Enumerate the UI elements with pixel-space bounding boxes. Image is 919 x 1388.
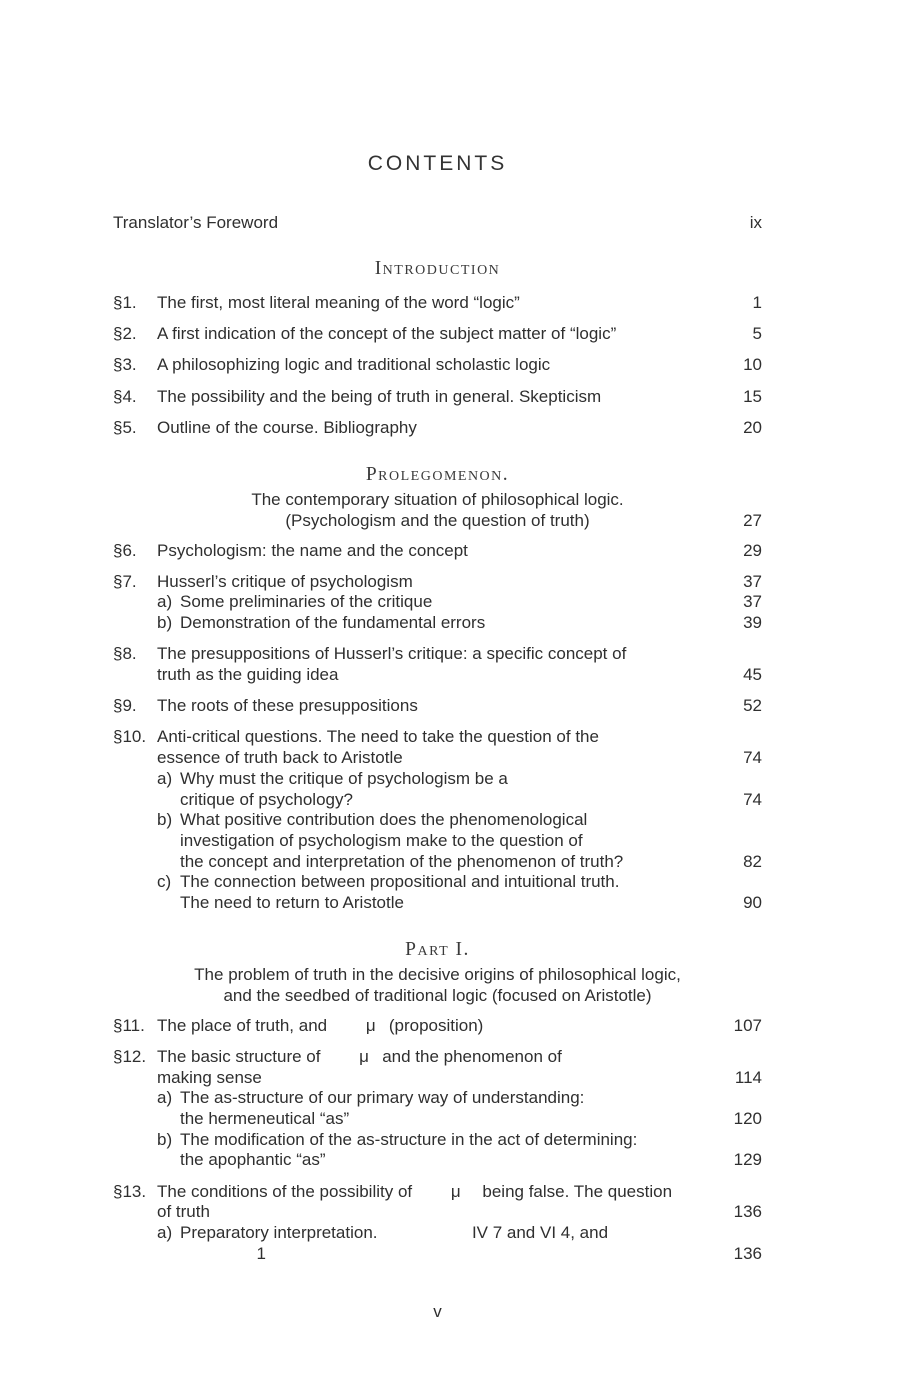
- entry-line-body: [157, 572, 716, 593]
- sub-item-marker: c): [157, 872, 172, 892]
- entry-line-body: [157, 644, 716, 665]
- entry-page: 114: [734, 1067, 762, 1087]
- entry-line-body: [157, 418, 716, 439]
- entry-line-body: [157, 893, 716, 914]
- entry-page: [716, 727, 762, 748]
- toc-entry-line: [113, 1047, 762, 1068]
- toc-entry-line: [113, 387, 762, 408]
- entry-page: 45: [743, 665, 762, 685]
- entry-text: A philosophizing logic and traditional scholastic logic: [157, 355, 551, 375]
- entry-text: essence of truth back to Aristotle: [157, 748, 403, 768]
- entry-page: 52: [743, 696, 762, 716]
- entry-page: [716, 1182, 762, 1203]
- entry-line-body: [157, 810, 716, 831]
- entry-label: [113, 1223, 157, 1244]
- sub-item-marker: [157, 893, 180, 914]
- entry-line-body: [157, 1130, 716, 1151]
- sub-item-marker: a): [157, 592, 173, 612]
- entry-text: The place of truth, and μ (proposition): [157, 1015, 484, 1035]
- toc-entry-line: [113, 1016, 762, 1037]
- entry-label: [113, 893, 157, 914]
- entry-page: [716, 644, 762, 665]
- subtitle-text: The problem of truth in the decisive origins of philosophical logic,: [194, 964, 681, 984]
- entry-line-body: [157, 1223, 716, 1244]
- entry-label: §9.: [113, 696, 137, 716]
- entry-page: 5: [752, 324, 762, 344]
- entry-page: 107: [733, 1015, 762, 1035]
- entry-line-body: [157, 613, 716, 634]
- entry-label: [113, 831, 157, 852]
- entry-page: [716, 831, 762, 852]
- entry-line-body: [157, 1068, 716, 1089]
- section-heading: Introduction: [374, 258, 501, 279]
- toc-entry: [113, 324, 762, 345]
- entry-text: investigation of psychologism make to the question of: [180, 830, 583, 850]
- entry-text: Preparatory interpretation. IV 7 and VI 4, and: [180, 1223, 609, 1243]
- entry-page: 37: [743, 592, 762, 612]
- entry-text: Outline of the course. Bibliography: [157, 417, 417, 437]
- entry-text: The need to return to Aristotle: [180, 893, 404, 913]
- toc-content: [113, 0, 762, 1265]
- toc-entry-line: [113, 355, 762, 376]
- sub-item-marker: a): [157, 768, 173, 788]
- entry-label: §12.: [113, 1046, 147, 1066]
- entry-label: [113, 592, 157, 613]
- entry-label: [113, 1088, 157, 1109]
- toc-entry-line: [113, 831, 762, 852]
- toc-group: [113, 463, 762, 914]
- entry-line-body: [157, 324, 716, 345]
- entry-line-body: [157, 1150, 716, 1171]
- entry-text: The modification of the as-structure in the act of determining:: [180, 1129, 638, 1149]
- entry-page: 10: [743, 355, 762, 375]
- entry-line-body: [157, 790, 716, 811]
- entry-page: 74: [743, 748, 762, 768]
- toc-entry-line: [113, 1088, 762, 1109]
- entry-page: 29: [743, 540, 762, 560]
- entry-label: [113, 613, 157, 634]
- sub-item-marker: a): [157, 1088, 173, 1108]
- toc-entries: [113, 541, 762, 914]
- subtitle-text: (Psychologism and the question of truth): [285, 511, 590, 531]
- entry-page: 136: [733, 1202, 762, 1222]
- entry-line-body: [157, 1088, 716, 1109]
- entry-page: 120: [733, 1109, 762, 1129]
- entry-page: 1: [752, 293, 762, 312]
- toc-entry-line: [113, 769, 762, 790]
- entry-text: The basic structure of μ and the phenomenon of: [157, 1046, 562, 1066]
- toc-group: [113, 257, 762, 439]
- entry-label: §6.: [113, 540, 137, 560]
- entry-label: [113, 1202, 157, 1223]
- entry-line-body: [157, 748, 716, 769]
- toc-entry: [113, 644, 762, 685]
- entry-label: §8.: [113, 644, 137, 664]
- subtitle-line: [113, 985, 762, 1007]
- foreword-page: ix: [749, 213, 762, 232]
- toc-entry-line: [113, 790, 762, 811]
- section-subtitle: [113, 489, 762, 532]
- entry-label: §3.: [113, 355, 137, 375]
- entry-text: the apophantic “as”: [180, 1150, 326, 1170]
- entry-label: §10.: [113, 727, 147, 747]
- toc-entry: [113, 1182, 762, 1265]
- toc-entry-line: [113, 872, 762, 893]
- entry-page: 74: [743, 789, 762, 809]
- sub-item-marker: b): [157, 810, 173, 830]
- entry-page: [716, 1088, 762, 1109]
- sub-item-marker: [157, 852, 180, 873]
- entry-label: §2.: [113, 324, 137, 344]
- entry-label: [113, 790, 157, 811]
- entry-text: What positive contribution does the phenomenological: [180, 810, 588, 830]
- entry-line-body: [157, 541, 716, 562]
- section-heading: Part I.: [405, 938, 470, 960]
- entry-line-body: [157, 696, 716, 717]
- toc-entry: [113, 727, 762, 913]
- entry-label: §13.: [113, 1181, 147, 1201]
- section-subtitle: [113, 964, 762, 1007]
- entry-page: 15: [743, 386, 762, 406]
- toc-entry: [113, 387, 762, 408]
- entry-page: 39: [743, 613, 762, 633]
- entry-label: §5.: [113, 417, 137, 437]
- sub-item-marker: a): [157, 1223, 173, 1243]
- toc-entry-line: [113, 1068, 762, 1089]
- toc-entry-line: [113, 592, 762, 613]
- toc-entry-line: [113, 665, 762, 686]
- entry-label: [113, 1068, 157, 1089]
- entry-page: 20: [743, 417, 762, 437]
- entry-label: [113, 1109, 157, 1130]
- entry-label: [113, 852, 157, 873]
- entry-line-body: [157, 852, 716, 873]
- entry-page: 129: [733, 1150, 762, 1170]
- toc-entry-line: [113, 293, 762, 314]
- entry-line-body: [157, 1182, 716, 1203]
- entry-page: 90: [743, 893, 762, 913]
- entry-line-body: [157, 387, 716, 408]
- foreword-label: Translator’s Foreword: [113, 213, 279, 232]
- entry-page: 136: [733, 1243, 762, 1263]
- entry-label: §4.: [113, 386, 137, 406]
- toc-entry: [113, 1047, 762, 1171]
- subtitle-line: [113, 489, 762, 511]
- sub-item-marker: [157, 831, 180, 852]
- entry-text: Some preliminaries of the critique: [180, 592, 433, 612]
- entry-label: [113, 872, 157, 893]
- toc-entry-line: [113, 1223, 762, 1244]
- toc-entry-line: [113, 893, 762, 914]
- sub-item-marker: [157, 1109, 180, 1130]
- entry-label: §7.: [113, 571, 137, 591]
- entry-text: the hermeneutical “as”: [180, 1109, 350, 1129]
- page-folio: v: [433, 1302, 442, 1321]
- entry-line-body: [157, 1047, 716, 1068]
- entry-text: Why must the critique of psychologism be a: [180, 768, 508, 788]
- toc-group: [113, 938, 762, 1265]
- entry-text: The possibility and the being of truth in general. Skepticism: [157, 386, 602, 406]
- toc-entry-line: [113, 541, 762, 562]
- entry-line-body: [157, 293, 716, 314]
- page-title: CONTENTS: [367, 152, 508, 175]
- toc-entry-line: [113, 852, 762, 873]
- entry-text: A first indication of the concept of the subject matter of “logic”: [157, 324, 617, 344]
- toc-entry: [113, 696, 762, 717]
- entry-text: The first, most literal meaning of the word “logic”: [157, 293, 520, 312]
- toc-entry-line: [113, 1150, 762, 1171]
- toc-entry-line: [113, 613, 762, 634]
- toc-entry-line: [113, 418, 762, 439]
- toc-entry-line: [113, 748, 762, 769]
- entry-page: [716, 1047, 762, 1068]
- entry-label: [113, 1244, 157, 1265]
- entry-line-body: [157, 727, 716, 748]
- entry-page: [716, 1223, 762, 1244]
- entry-label: [113, 748, 157, 769]
- entry-line-body: [157, 1244, 716, 1265]
- entry-text: Psychologism: the name and the concept: [157, 540, 468, 560]
- entry-line-body: [157, 355, 716, 376]
- toc-entry-line: [113, 696, 762, 717]
- entry-label: [113, 1130, 157, 1151]
- sub-item-marker: [157, 1150, 180, 1171]
- entry-label: [113, 810, 157, 831]
- entry-text: the concept and interpretation of the phenomenon of truth?: [180, 851, 624, 871]
- entry-page: 37: [743, 571, 762, 591]
- entry-text: The conditions of the possibility of μ being false. The question: [157, 1181, 673, 1201]
- toc-entry-line: [113, 644, 762, 665]
- entry-line-body: [157, 769, 716, 790]
- toc-entry: [113, 418, 762, 439]
- entry-text: The as-structure of our primary way of understanding:: [180, 1088, 585, 1108]
- entry-text: critique of psychology?: [180, 789, 353, 809]
- translators-foreword-row: [113, 212, 762, 233]
- toc-entries: [113, 293, 762, 439]
- toc-entries: [113, 1016, 762, 1265]
- entry-text: Husserl’s critique of psychologism: [157, 571, 413, 591]
- subtitle-text: and the seedbed of traditional logic (focused on Aristotle): [223, 986, 652, 1006]
- entry-text: The presuppositions of Husserl’s critique: a specific concept of: [157, 644, 627, 664]
- toc-entry-line: [113, 727, 762, 748]
- toc-entry: [113, 355, 762, 376]
- toc-entry: [113, 1016, 762, 1037]
- entry-label: [113, 769, 157, 790]
- toc-groups: [113, 257, 762, 1265]
- entry-label: [113, 1150, 157, 1171]
- toc-entry: [113, 293, 762, 314]
- entry-label: [113, 665, 157, 686]
- subtitle-line: [113, 510, 762, 532]
- entry-page: 82: [743, 851, 762, 871]
- toc-entry-line: [113, 1202, 762, 1223]
- toc-entry-line: [113, 1130, 762, 1151]
- entry-text: 1: [180, 1243, 266, 1263]
- toc-entry-line: [113, 324, 762, 345]
- toc-entry-line: [113, 1109, 762, 1130]
- toc-entry: [113, 541, 762, 562]
- sub-item-marker: b): [157, 1129, 173, 1149]
- entry-page: [716, 872, 762, 893]
- entry-page: [716, 1130, 762, 1151]
- entry-line-body: [157, 1016, 716, 1037]
- entry-line-body: [157, 592, 716, 613]
- entry-text: of truth: [157, 1202, 210, 1222]
- entry-line-body: [157, 831, 716, 852]
- subtitle-text: The contemporary situation of philosophical logic.: [251, 489, 624, 509]
- sub-item-marker: [157, 1244, 180, 1265]
- entry-text: Demonstration of the fundamental errors: [180, 613, 486, 633]
- entry-label: §1.: [113, 293, 137, 312]
- entry-page: [716, 769, 762, 790]
- sub-item-marker: [157, 790, 180, 811]
- section-heading: Prolegomenon.: [365, 463, 510, 485]
- entry-page: [716, 810, 762, 831]
- toc-entry-line: [113, 1182, 762, 1203]
- toc-entry-line: [113, 810, 762, 831]
- page-number: 27: [743, 511, 762, 531]
- toc-entry-line: [113, 1244, 762, 1265]
- entry-text: The connection between propositional and intuitional truth.: [180, 872, 620, 892]
- entry-line-body: [157, 665, 716, 686]
- subtitle-line: [113, 964, 762, 986]
- entry-line-body: [157, 1202, 716, 1223]
- sub-item-marker: b): [157, 613, 173, 633]
- entry-label: §11.: [113, 1015, 145, 1035]
- entry-text: The roots of these presuppositions: [157, 696, 418, 716]
- entry-text: making sense: [157, 1067, 262, 1087]
- entry-text: Anti-critical questions. The need to take the question of the: [157, 727, 599, 747]
- toc-entry-line: [113, 572, 762, 593]
- entry-line-body: [157, 1109, 716, 1130]
- entry-text: truth as the guiding idea: [157, 665, 339, 685]
- toc-entry: [113, 572, 762, 634]
- entry-line-body: [157, 872, 716, 893]
